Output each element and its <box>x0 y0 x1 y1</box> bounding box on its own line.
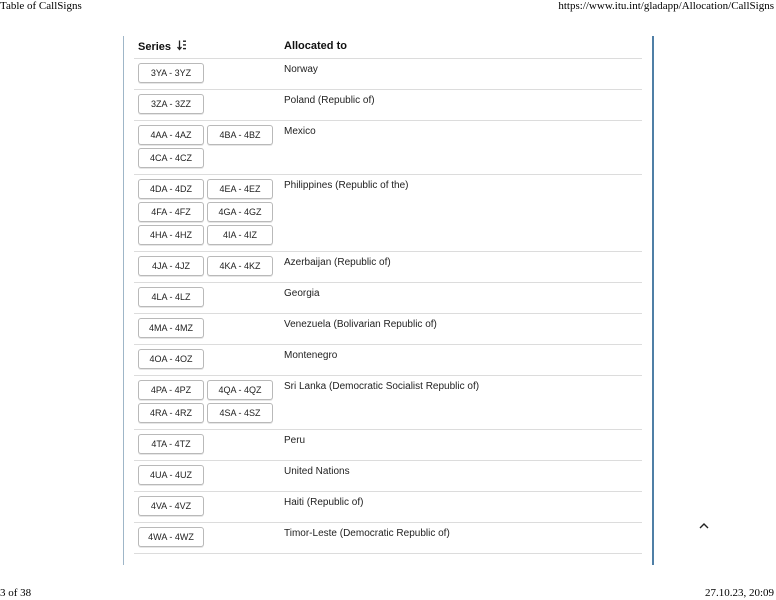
series-header-label: Series <box>138 41 172 53</box>
table-row <box>134 59 642 90</box>
table-header <box>134 36 642 59</box>
series-chip[interactable]: 4WA - 4WZ <box>138 527 204 547</box>
print-footer-page: 3 of 38 <box>0 587 32 599</box>
table-row <box>134 283 642 314</box>
scroll-to-top-icon[interactable] <box>697 519 711 533</box>
table-row <box>134 376 642 430</box>
allocated-country: Poland (Republic of) <box>284 95 375 106</box>
series-group <box>138 287 273 307</box>
sort-icon[interactable] <box>177 40 187 51</box>
series-group <box>138 380 273 423</box>
series-chip[interactable]: 4HA - 4HZ <box>138 225 204 245</box>
series-chip[interactable]: 4RA - 4RZ <box>138 403 204 423</box>
callsign-table <box>134 36 642 554</box>
allocated-country: United Nations <box>284 466 350 477</box>
table-row <box>134 121 642 175</box>
series-group <box>138 318 273 338</box>
series-chip[interactable]: 4MA - 4MZ <box>138 318 204 338</box>
allocated-country: Norway <box>284 64 318 75</box>
table-row <box>134 430 642 461</box>
series-chip[interactable]: 3YA - 3YZ <box>138 63 204 83</box>
allocated-country: Mexico <box>284 126 316 137</box>
series-group <box>138 179 273 245</box>
table-row <box>134 175 642 252</box>
series-chip[interactable]: 4BA - 4BZ <box>207 125 273 145</box>
table-row <box>134 492 642 523</box>
series-chip[interactable]: 4PA - 4PZ <box>138 380 204 400</box>
series-chip[interactable]: 4SA - 4SZ <box>207 403 273 423</box>
table-row <box>134 523 642 554</box>
series-chip[interactable]: 4DA - 4DZ <box>138 179 204 199</box>
table-body <box>134 59 642 554</box>
series-chip[interactable]: 4AA - 4AZ <box>138 125 204 145</box>
print-footer-datetime: 27.10.23, 20:09 <box>704 587 774 599</box>
series-group <box>138 94 273 114</box>
series-chip[interactable]: 3ZA - 3ZZ <box>138 94 204 114</box>
series-chip[interactable]: 4LA - 4LZ <box>138 287 204 307</box>
allocated-country: Sri Lanka (Democratic Socialist Republic of) <box>284 381 480 392</box>
table-row <box>134 252 642 283</box>
table-row <box>134 345 642 376</box>
table-row <box>134 461 642 492</box>
series-chip[interactable]: 4QA - 4QZ <box>207 380 273 400</box>
series-group <box>138 63 273 83</box>
allocated-country: Venezuela (Bolivarian Republic of) <box>284 319 437 330</box>
series-chip[interactable]: 4CA - 4CZ <box>138 148 204 168</box>
allocated-country: Philippines (Republic of the) <box>284 180 409 191</box>
series-group <box>138 465 273 485</box>
series-group <box>138 349 273 369</box>
allocated-column-header[interactable]: Allocated to <box>284 40 347 52</box>
series-chip[interactable]: 4UA - 4UZ <box>138 465 204 485</box>
series-chip[interactable]: 4FA - 4FZ <box>138 202 204 222</box>
series-group <box>138 527 273 547</box>
series-chip[interactable]: 4GA - 4GZ <box>207 202 273 222</box>
allocated-country: Montenegro <box>284 350 338 361</box>
series-group <box>138 125 273 168</box>
series-chip[interactable]: 4TA - 4TZ <box>138 434 204 454</box>
series-chip[interactable]: 4IA - 4IZ <box>207 225 273 245</box>
allocated-country: Timor-Leste (Democratic Republic of) <box>284 528 450 539</box>
table-row <box>134 314 642 345</box>
series-chip[interactable]: 4JA - 4JZ <box>138 256 204 276</box>
series-column-header[interactable] <box>138 40 187 53</box>
allocated-country: Georgia <box>284 288 320 299</box>
allocated-country: Peru <box>284 435 306 446</box>
table-right-border <box>652 36 654 565</box>
series-chip[interactable]: 4KA - 4KZ <box>207 256 273 276</box>
table-left-border <box>123 36 124 565</box>
series-chip[interactable]: 4VA - 4VZ <box>138 496 204 516</box>
allocated-country: Azerbaijan (Republic of) <box>284 257 391 268</box>
table-row <box>134 90 642 121</box>
series-chip[interactable]: 4OA - 4OZ <box>138 349 204 369</box>
series-group <box>138 496 273 516</box>
allocated-country: Haiti (Republic of) <box>284 497 364 508</box>
print-header-title: Table of CallSigns <box>0 0 82 12</box>
series-group <box>138 256 273 276</box>
series-group <box>138 434 273 454</box>
series-chip[interactable]: 4EA - 4EZ <box>207 179 273 199</box>
print-header-url[interactable]: https://www.itu.int/gladapp/Allocation/CallSigns <box>558 0 774 12</box>
